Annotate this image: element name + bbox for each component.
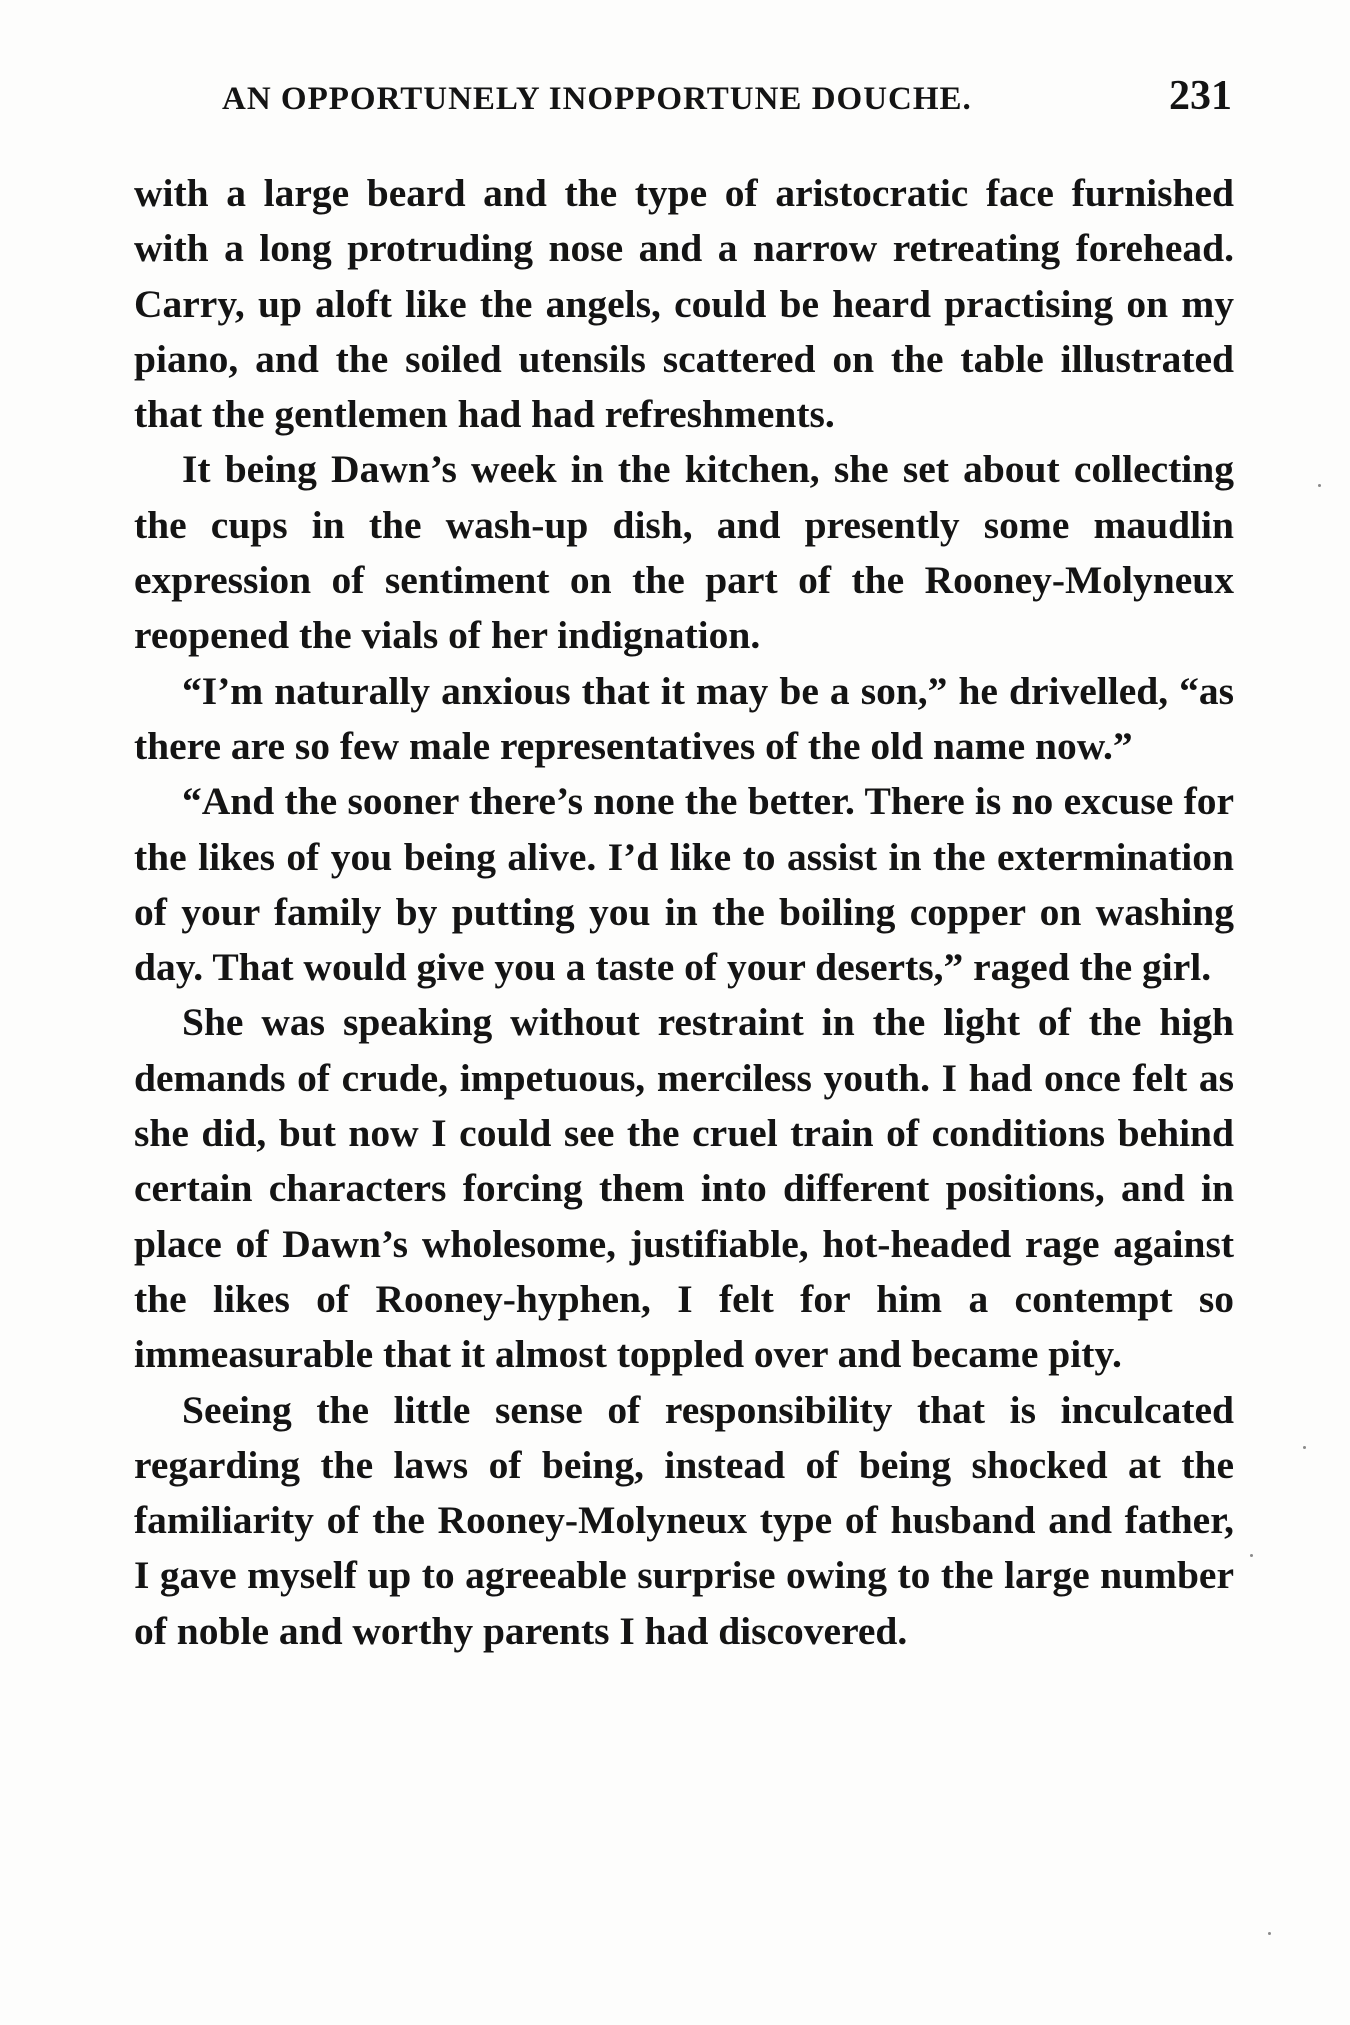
- paragraph: Seeing the little sense of responsibility that is inculcated regarding the laws of being, instead of being shocked at the familiarity of the Rooney-Molyneux type of husband and father, I gave myself up to agreeable surprise owing to the large number of noble and worthy parents I had discovered.: [134, 1387, 1234, 1653]
- paragraph: She was speaking without restraint in the light of the high demands of crude, impetuous, merciless youth. I had once felt as she did, but now I could see the cruel train of conditions behind certain characters forcing them into different positions, and in place of Dawn’s wholesome, justifiable, hot-headed rage against the likes of Rooney-hyphen, I felt for him a contempt so immeasurable that it almost toppled over and became pity.: [134, 1000, 1234, 1377]
- paragraph: “I’m naturally anxious that it may be a son,” he drivelled, “as there are so few male representatives of the old name now.”: [134, 668, 1234, 768]
- paper-speck: [1268, 1932, 1271, 1935]
- paragraph: “And the sooner there’s none the better. There is no excuse for the likes of you being alive. I’d like to assist in the extermination of your family by putting you in the boiling copper on washing day. That would give you a taste of your deserts,” raged the girl.: [134, 779, 1234, 990]
- page-number: 231: [1169, 73, 1232, 119]
- running-title: AN OPPORTUNELY INOPPORTUNE DOUCHE.: [222, 81, 972, 117]
- paper-speck: [1318, 484, 1321, 487]
- paragraph: It being Dawn’s week in the kitchen, she set about collecting the cups in the wash-up dish, and presently some maudlin expression of sentiment on the part of the Rooney-Molyneux reopened the vials of her indignation.: [134, 447, 1234, 658]
- running-head: [222, 72, 1232, 132]
- paper-speck: [1303, 1446, 1306, 1449]
- paragraph-continued: with a large beard and the type of aristocratic face furnished with a long protruding nose and a narrow retreating forehead. Carry, up aloft like the angels, could be heard practising on my piano, and the soiled utensils scattered on the table illustrated that the gentlemen had had refreshments.: [134, 171, 1234, 437]
- body-text: [134, 166, 1234, 1659]
- paper-speck: [1250, 1554, 1253, 1557]
